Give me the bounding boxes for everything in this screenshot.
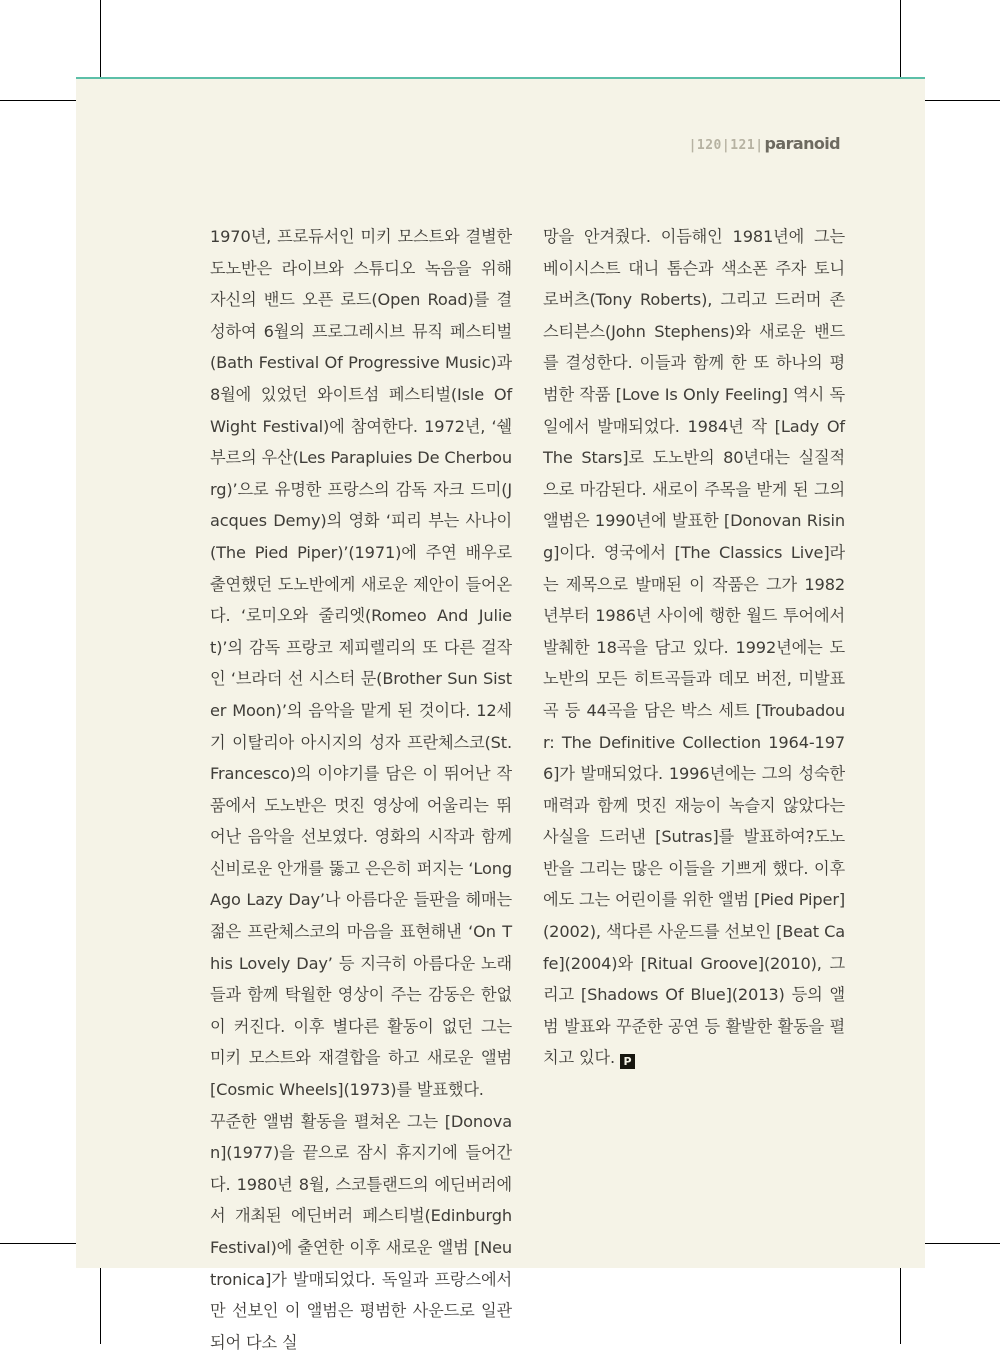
page-folio: |120|121| [688,138,764,153]
paragraph-right-1-text: 망을 안겨줬다. 이듬해인 1981년에 그는 베이시스트 대니 톰슨과 색소폰 주자 토니 로버츠(Tony Roberts), 그리고 드러머 존 스티븐스(John Stephens)와 새로운 밴드를 결성한다. 이들과 함께 한 또 하나의 평범한 작품 [Love Is Only Feeling] 역시 독일에서 발매되었다. 1984년 작 [Lady Of The Stars]로 도노반의 80년대는 실질적으로 마감된다. 새로이 주목을 받게 된 그의 앨범은 1990년에 발표한 [Donovan Rising]이다. 영국에서 [The Classics Live]라는 제목으로 발매된 이 작품은 그가 1982년부터 1986년 사이에 행한 월드 투어에서 발췌한 18곡을 담고 있다. 1992년에는 도노반의 모든 히트곡들과 데모 버전, 미발표곡 등 44곡을 담은 박스 세트 [Troubadour: The Definitive Collection 1964-1976]가 발매되었다. 1996년에는 그의 성숙한 매력과 함께 멋진 재능이 녹슬지 않았다는 사실을 드러낸 [Sutras]를 발표하여?도노반을 그리는 많은 이들을 기쁘게 했다. 이후에도 그는 어린이를 위한 앨범 [Pied Piper](2002), 색다른 사운드를 선보인 [Beat Cafe](2004)와 [Ritual Groove](2010), 그리고 [Shadows Of Blue](2013) 등의 앨범 발표와 꾸준한 공연 등 활발한 활동을 펼치고 있다. [543,227,845,1068]
paragraph-left-1: 1970년, 프로듀서인 미키 모스트와 결별한 도노반은 라이브와 스튜디오 녹음을 위해 자신의 밴드 오픈 로드(Open Road)를 결성하여 6월의 프로그레시브 뮤직 페스티벌(Bath Festival Of Progressive Music)과 8월에 있었던 와이트섬 페스티벌(Isle Of Wight Festival)에 참여한다. 1972년, ‘쉘부르의 우산(Les Parapluies De Cherbourg)’으로 유명한 프랑스의 감독 자크 드미(Jacques Demy)의 영화 ‘피리 부는 사나이(The Pied Piper)’(1971)에 주연 배우로 출연했던 도노반에게 새로운 제안이 들어온다. ‘로미오와 줄리엣(Romeo And Juliet)’의 감독 프랑코 제피렐리의 또 다른 걸작인 ‘브라더 선 시스터 문(Brother Sun Sister Moon)’의 음악을 맡게 된 것이다. 12세기 이탈리아 아시지의 성자 프란체스코(St. Francesco)의 이야기를 담은 이 뛰어난 작품에서 도노반은 멋진 영상에 어울리는 뛰어난 음악을 선보였다. 영화의 시작과 함께 신비로운 안개를 뚫고 은은히 퍼지는 ‘Long Ago Lazy Day’나 아름다운 들판을 헤매는 젊은 프란체스코의 마음을 표현해낸 ‘On This Lovely Day’ 등 지극히 아름다운 노래들과 함께 탁월한 영상이 주는 감동은 한없이 커진다. 이후 별다른 활동이 없던 그는 미키 모스트와 재결합을 하고 새로운 앨범 [Cosmic Wheels](1973)를 발표했다. [210,227,512,1100]
crop-mark-top-right-horizontal [924,100,1000,101]
crop-mark-bottom-left-vertical [100,1266,101,1344]
column-left [210,221,512,1358]
crop-mark-bottom-right-horizontal [924,1243,1000,1244]
end-of-article-mark: P [620,1054,635,1069]
column-right [543,221,845,1358]
paragraph-left-2: 꾸준한 앨범 활동을 펼쳐온 그는 [Donovan](1977)을 끝으로 잠시 휴지기에 들어간다. 1980년 8월, 스코틀랜드의 에딘버러에서 개최된 에딘버러 페스티벌(Edinburgh Festival)에 출연한 이후 새로운 앨범 [Neutronica]가 발매되었다. 독일과 프랑스에서만 선보인 이 앨범은 평범한 사운드로 일관되어 다소 실 [210,1111,512,1352]
crop-mark-top-left-vertical [100,0,101,78]
magazine-page [76,77,925,1352]
paragraph-right-1 [543,221,845,1074]
running-header [689,136,840,152]
crop-mark-top-right-vertical [900,0,901,78]
crop-mark-bottom-right-vertical [900,1266,901,1344]
masthead-logo: paranoid [764,134,840,153]
crop-mark-bottom-left-horizontal [0,1243,77,1244]
article-body [210,221,845,1358]
crop-mark-top-left-horizontal [0,100,77,101]
